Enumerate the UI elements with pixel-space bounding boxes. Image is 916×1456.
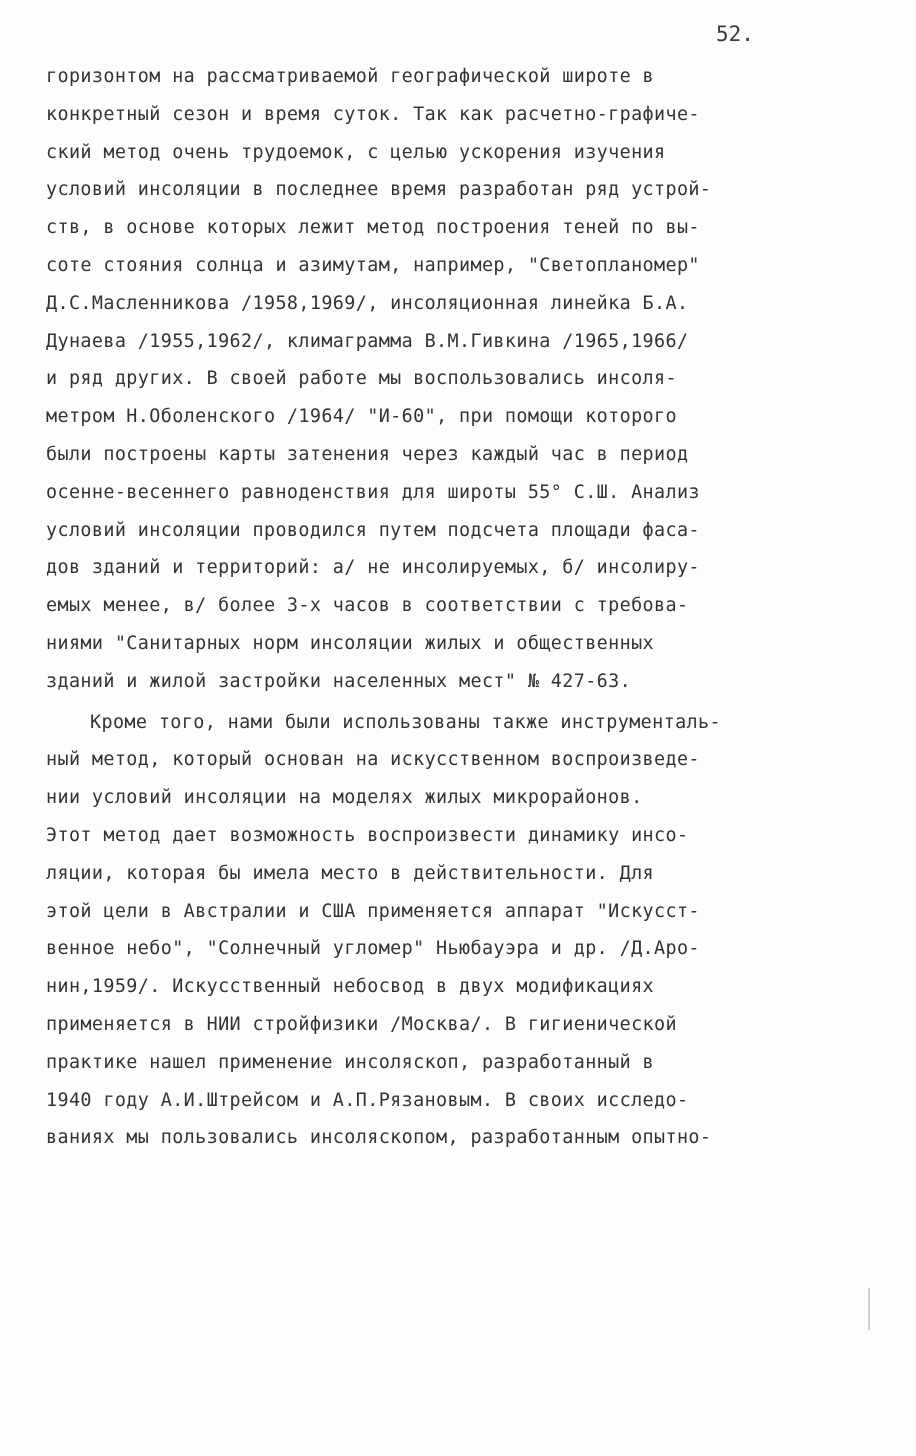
body-text: [46, 58, 876, 1157]
text-line: конкретный сезон и время суток. Так как расчетно-графиче-: [46, 103, 700, 125]
text-line: горизонтом на рассматриваемой географической широте в: [46, 66, 655, 87]
text-line: ляции, которая бы имела место в действительности. Для: [46, 862, 655, 884]
text-line: применяется в НИИ стройфизики /Москва/. В гигиенической: [46, 1013, 677, 1035]
text-line: условий инсоляции проводился путем подсчета площади фаса-: [46, 519, 700, 541]
paragraph-1: [46, 58, 876, 701]
text-line: соте стояния солнца и азимутам, например, "Светопланомер": [46, 254, 700, 276]
text-line: ваниях мы пользовались инсоляскопом, разработанным опытно-: [46, 1127, 712, 1149]
paragraph-2: [46, 704, 876, 1158]
page-edge-mark: [868, 1288, 870, 1330]
text-line: дов зданий и территорий: а/ не инсолируемых, б/ инсолиру-: [46, 557, 700, 579]
text-line: этой цели в Австралии и США применяется аппарат "Искусст-: [46, 900, 700, 922]
text-line: Дунаева /1955,1962/, климаграмма В.М.Гивкина /1965,1966/: [46, 330, 689, 352]
text-line: были построены карты затенения через каждый час в период: [46, 443, 689, 465]
text-line: ств, в основе которых лежит метод построения теней по вы-: [46, 217, 700, 239]
text-line: Д.С.Масленникова /1958,1969/, инсоляционная линейка Б.А.: [46, 292, 689, 314]
text-line: ниями "Санитарных норм инсоляции жилых и общественных: [46, 632, 655, 654]
text-line: и ряд других. В своей работе мы воспользовались инсоля-: [46, 368, 677, 390]
text-line: нии условий инсоляции на моделях жилых микрорайонов.: [46, 787, 643, 809]
text-line: 1940 году А.И.Штрейсом и А.П.Рязановым. В своих исследо-: [46, 1089, 689, 1111]
text-line: емых менее, в/ более 3-х часов в соответствии с требова-: [46, 595, 689, 617]
text-line: практике нашел применение инсоляскоп, разработанный в: [46, 1051, 655, 1073]
text-line: венное небо", "Солнечный угломер" Ньюбауэра и др. /Д.Аро-: [46, 938, 700, 960]
text-line: осенне-весеннего равноденствия для широты 55° С.Ш. Анализ: [46, 481, 700, 503]
text-line: Кроме того, нами были использованы также инструменталь-: [90, 711, 721, 733]
text-line: нин,1959/. Искусственный небосвод в двух модификациях: [46, 976, 655, 998]
text-line: ский метод очень трудоемок, с целью ускорения изучения: [46, 141, 666, 163]
text-line: метром Н.Оболенского /1964/ "И-60", при помощи которого: [46, 406, 677, 428]
page-number: 52.: [716, 22, 754, 46]
text-line: ный метод, который основан на искусственном воспроизведе-: [46, 749, 700, 771]
text-line: условий инсоляции в последнее время разработан ряд устрой-: [46, 179, 712, 201]
text-line: Этот метод дает возможность воспроизвести динамику инсо-: [46, 824, 689, 846]
text-line: зданий и жилой застройки населенных мест" № 427-63.: [46, 670, 632, 692]
